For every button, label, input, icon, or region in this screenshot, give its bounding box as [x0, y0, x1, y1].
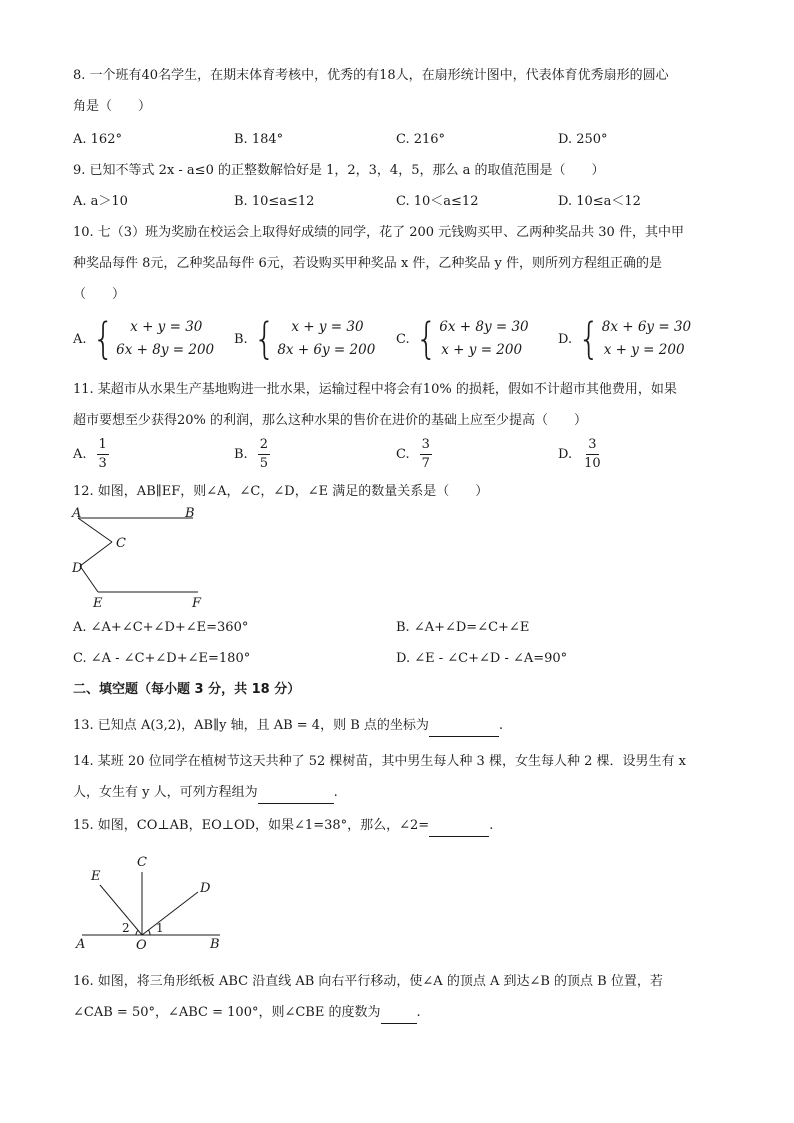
- q9-option-c: C. 10＜a≤12: [396, 194, 479, 209]
- numerator: 2: [258, 436, 270, 455]
- q16-line2: [73, 1003, 421, 1024]
- line-cd: [80, 542, 112, 566]
- line-od: [142, 892, 198, 935]
- section-heading: 二、填空题（每小题 3 分，共 18 分）: [73, 682, 301, 697]
- q16-text: ∠CAB = 50°，∠ABC = 100°，则∠CBE 的度数为: [73, 1005, 381, 1020]
- q15-line: [73, 816, 493, 837]
- denominator: 5: [259, 456, 268, 471]
- q10-option-b: [234, 316, 375, 362]
- q12-figure: [68, 506, 218, 614]
- option-label: B.: [234, 446, 248, 462]
- line-oe: [100, 885, 142, 935]
- equation-row: x + y = 200: [603, 342, 685, 358]
- q11-option-d: [558, 436, 603, 473]
- label-c: C: [137, 855, 147, 870]
- q11-option-b: [234, 436, 270, 473]
- line-ac: [78, 518, 112, 542]
- q15-end: .: [489, 818, 494, 833]
- q13-line: [73, 716, 503, 737]
- label-e: E: [93, 596, 103, 611]
- equation-row: 6x + 8y = 30: [439, 319, 529, 335]
- q10-option-c: [396, 316, 529, 362]
- q16-end: .: [416, 1005, 421, 1020]
- equation-row: 8x + 6y = 200: [277, 342, 376, 358]
- equation-row: x + y = 30: [291, 319, 364, 335]
- q8-option-c: C. 216°: [396, 132, 446, 147]
- brace-icon: {: [92, 314, 115, 364]
- label-d: D: [200, 881, 211, 896]
- q10-option-d: [558, 316, 691, 362]
- q8-option-b: B. 184°: [234, 132, 284, 147]
- option-label: D.: [558, 446, 573, 462]
- fraction: [258, 436, 270, 473]
- answer-blank[interactable]: [429, 716, 499, 737]
- angle-2-arc: [136, 930, 138, 935]
- answer-blank[interactable]: [429, 816, 489, 837]
- q11-option-a: [73, 436, 109, 473]
- label-b: B: [185, 506, 195, 521]
- q13-text: 13. 已知点 A(3,2)，AB∥y 轴，且 AB = 4，则 B 点的坐标为: [73, 718, 429, 733]
- q9-option-a: A. a＞10: [73, 194, 128, 209]
- q10-option-b-label: B.: [234, 331, 248, 347]
- fraction: [582, 436, 603, 473]
- angle-1-arc: [149, 930, 151, 935]
- q10-option-d-label: D.: [558, 331, 573, 347]
- label-e: E: [91, 869, 101, 884]
- q9-line1: 9. 已知不等式 2x - a≤0 的正整数解恰好是 1，2，3，4，5，那么 a 的取值范围是（ ）: [73, 163, 605, 178]
- brace-icon: {: [253, 314, 276, 364]
- q15-text: 15. 如图，CO⊥AB，EO⊥OD，如果∠1=38°，那么，∠2=: [73, 818, 430, 833]
- q12-line1: 12. 如图，AB∥EF，则∠A，∠C，∠D，∠E 满足的数量关系是（ ）: [73, 484, 489, 499]
- numerator: 3: [420, 436, 432, 455]
- denominator: 3: [98, 456, 107, 471]
- label-b: B: [210, 937, 220, 952]
- q14-end: .: [333, 785, 338, 800]
- q16-line1: 16. 如图，将三角形纸板 ABC 沿直线 AB 向右平行移动，使∠A 的顶点 A 到达∠B 的顶点 B 位置，若: [73, 974, 663, 989]
- q12-option-c: C. ∠A - ∠C+∠D+∠E=180°: [73, 651, 251, 666]
- q9-option-b: B. 10≤a≤12: [234, 194, 315, 209]
- q10-option-c-label: C.: [396, 331, 410, 347]
- q10-line3: （ ）: [73, 287, 126, 302]
- q11-line1: 11. 某超市从水果生产基地购进一批水果，运输过程中将会有10% 的损耗，假如不计超市其他费用，如果: [73, 382, 677, 397]
- fraction: [420, 436, 432, 473]
- label-f: F: [192, 596, 202, 611]
- equation-row: 8x + 6y = 30: [601, 319, 692, 335]
- q10-option-a-label: A.: [73, 331, 87, 347]
- q8-option-d: D. 250°: [558, 132, 608, 147]
- q8-line1: 8. 一个班有40名学生，在期末体育考核中，优秀的有18人，在扇形统计图中，代表体育优秀扇形的圆心: [73, 68, 669, 83]
- q14-line2: [73, 783, 338, 804]
- denominator: 10: [584, 456, 601, 471]
- label-angle-1: 1: [156, 921, 164, 935]
- label-d: D: [72, 561, 83, 576]
- label-angle-2: 2: [122, 921, 130, 935]
- q10-line1: 10. 七（3）班为奖励在校运会上取得好成绩的同学，花了 200 元钱购买甲、乙两种奖品共 30 件，其中甲: [73, 225, 684, 240]
- q8-option-a: A. 162°: [73, 132, 122, 147]
- option-label: A.: [73, 446, 87, 462]
- label-a: A: [76, 937, 86, 952]
- q10-option-a: [73, 316, 214, 362]
- numerator: 1: [97, 436, 109, 455]
- label-a: A: [72, 506, 82, 521]
- fraction: [97, 436, 109, 473]
- q14-line1: 14. 某班 20 位同学在植树节这天共种了 52 棵树苗，其中男生每人种 3 棵，女生每人种 2 棵．设男生有 x: [73, 754, 686, 769]
- equation-row: x + y = 30: [130, 319, 203, 335]
- answer-blank[interactable]: [258, 783, 334, 804]
- q11-option-c: [396, 436, 432, 473]
- q14-text: 人，女生有 y 人，可列方程组为: [73, 785, 258, 800]
- denominator: 7: [421, 456, 430, 471]
- equation-row: x + y = 200: [441, 342, 523, 358]
- brace-icon: {: [578, 314, 600, 364]
- q12-option-d: D. ∠E - ∠C+∠D - ∠A=90°: [396, 651, 568, 666]
- label-c: C: [116, 536, 126, 551]
- label-o: O: [136, 938, 147, 952]
- q10-line2: 种奖品每件 8元，乙种奖品每件 6元，若设购买甲种奖品 x 件，乙种奖品 y 件，则所列方程组正确的是: [73, 256, 663, 271]
- q8-line2: 角是（ ）: [73, 99, 152, 114]
- q12-option-a: A. ∠A+∠C+∠D+∠E=360°: [73, 620, 249, 635]
- answer-blank[interactable]: [381, 1003, 417, 1024]
- option-label: C.: [396, 446, 410, 462]
- brace-icon: {: [415, 314, 438, 364]
- q11-line2: 超市要想至少获得20% 的利润，那么这种水果的售价在进价的基础上应至少提高（ ）: [73, 413, 588, 428]
- q9-option-d: D. 10≤a＜12: [558, 194, 641, 209]
- q12-option-b: B. ∠A+∠D=∠C+∠E: [396, 620, 530, 635]
- q15-figure: [72, 850, 232, 952]
- equation-row: 6x + 8y = 200: [116, 342, 215, 358]
- q13-end: .: [498, 718, 504, 733]
- numerator: 3: [586, 436, 598, 455]
- line-de: [80, 566, 98, 592]
